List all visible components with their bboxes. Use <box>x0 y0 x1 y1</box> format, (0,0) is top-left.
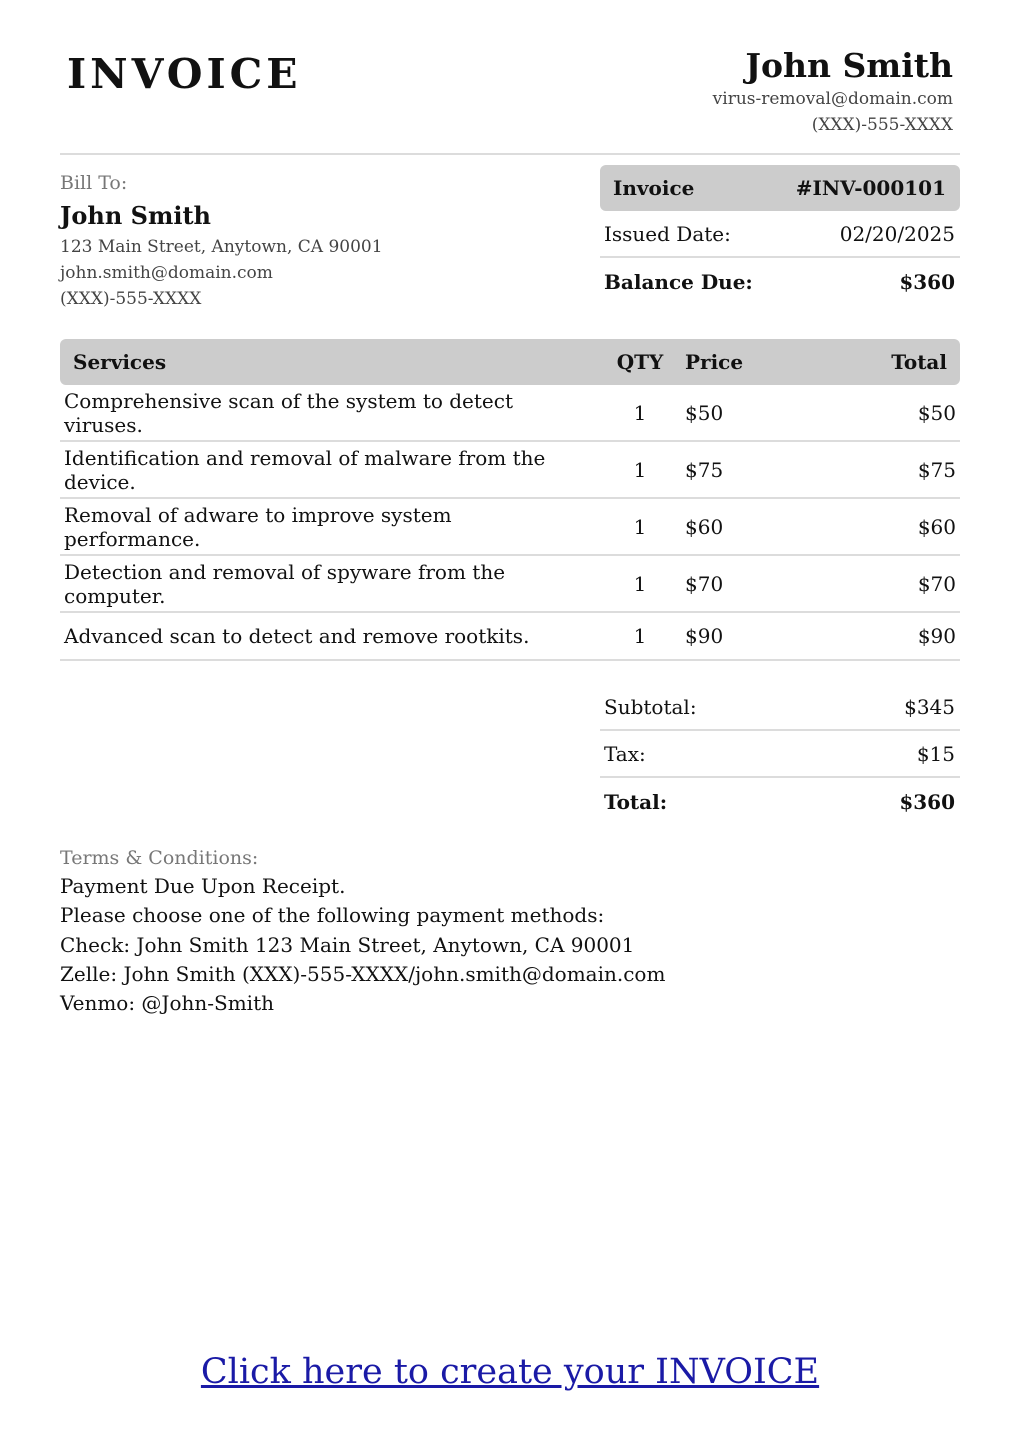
invoice-title: INVOICE <box>67 50 302 98</box>
total-row <box>600 778 960 825</box>
bill-to-address: 123 Main Street, Anytown, CA 90001 <box>60 237 383 257</box>
company-info <box>713 46 953 138</box>
service-qty: 1 <box>633 514 647 539</box>
service-qty: 1 <box>633 400 647 425</box>
subtotal-value: $345 <box>904 694 955 719</box>
service-description: Advanced scan to detect and remove rootkits. <box>64 624 530 648</box>
tax-label: Tax: <box>604 741 646 766</box>
terms-label: Terms & Conditions: <box>60 847 259 869</box>
issued-date-value: 02/20/2025 <box>839 221 955 246</box>
company-name: John Smith <box>745 46 953 85</box>
total-value: $360 <box>899 789 955 814</box>
table-header <box>60 339 960 385</box>
table-row <box>60 442 960 499</box>
terms-line: Please choose one of the following payment methods: <box>60 903 605 928</box>
service-description: Identification and removal of malware from the device. <box>64 445 546 494</box>
terms-line: Check: John Smith 123 Main Street, Anytown, CA 90001 <box>60 932 635 957</box>
service-price: $50 <box>685 400 724 425</box>
issued-date-row <box>600 211 960 258</box>
service-description: Removal of adware to improve system performance. <box>64 502 452 551</box>
service-total: $60 <box>917 514 956 539</box>
bill-to-section <box>60 170 383 312</box>
service-price: $70 <box>685 571 724 596</box>
service-price: $60 <box>685 514 724 539</box>
terms-line: Payment Due Upon Receipt. <box>60 874 346 898</box>
total-label: Total: <box>604 789 668 814</box>
header-price: Price <box>685 350 744 374</box>
issued-date-label: Issued Date: <box>604 221 731 246</box>
service-qty: 1 <box>633 457 647 482</box>
service-description: Detection and removal of spyware from the computer. <box>64 559 506 608</box>
table-row <box>60 556 960 613</box>
subtotal-label: Subtotal: <box>604 694 697 719</box>
service-price: $75 <box>685 457 724 482</box>
service-total: $90 <box>917 624 956 648</box>
header-qty: QTY <box>616 350 664 374</box>
table-row <box>60 499 960 556</box>
service-qty: 1 <box>633 624 647 648</box>
service-total: $75 <box>917 457 956 482</box>
invoice-number: #INV-000101 <box>795 176 946 200</box>
header-divider <box>60 153 960 155</box>
table-row <box>60 385 960 442</box>
balance-due-label: Balance Due: <box>604 269 753 294</box>
company-email: virus-removal@domain.com <box>712 89 953 109</box>
header-total: Total <box>891 350 947 374</box>
tax-value: $15 <box>916 741 955 766</box>
invoice-label: Invoice <box>613 176 695 200</box>
create-invoice-cta <box>0 1352 1020 1392</box>
terms-line: Zelle: John Smith (XXX)-555-XXXX/john.smith@domain.com <box>60 961 666 986</box>
service-total: $70 <box>917 571 956 596</box>
header-services: Services <box>73 350 167 374</box>
invoice-header <box>60 44 960 154</box>
table-row <box>60 613 960 661</box>
tax-row <box>600 731 960 778</box>
totals-section <box>600 684 960 825</box>
bill-to-name: John Smith <box>60 201 211 230</box>
service-total: $50 <box>917 400 956 425</box>
terms-section <box>60 844 665 1018</box>
bill-to-phone: (XXX)-555-XXXX <box>60 289 202 309</box>
invoice-number-header <box>600 165 960 211</box>
subtotal-row <box>600 684 960 731</box>
bill-to-label: Bill To: <box>60 172 128 194</box>
service-price: $90 <box>685 624 724 648</box>
company-phone: (XXX)-555-XXXX <box>811 115 953 135</box>
bill-to-email: john.smith@domain.com <box>60 263 273 283</box>
balance-due-row <box>600 258 960 305</box>
service-qty: 1 <box>633 571 647 596</box>
invoice-meta <box>600 165 960 305</box>
balance-due-value: $360 <box>899 269 955 294</box>
services-table <box>60 339 960 661</box>
create-invoice-link[interactable]: Click here to create your INVOICE <box>200 1352 820 1392</box>
service-description: Comprehensive scan of the system to detect viruses. <box>64 388 514 437</box>
terms-line: Venmo: @John-Smith <box>60 991 274 1016</box>
